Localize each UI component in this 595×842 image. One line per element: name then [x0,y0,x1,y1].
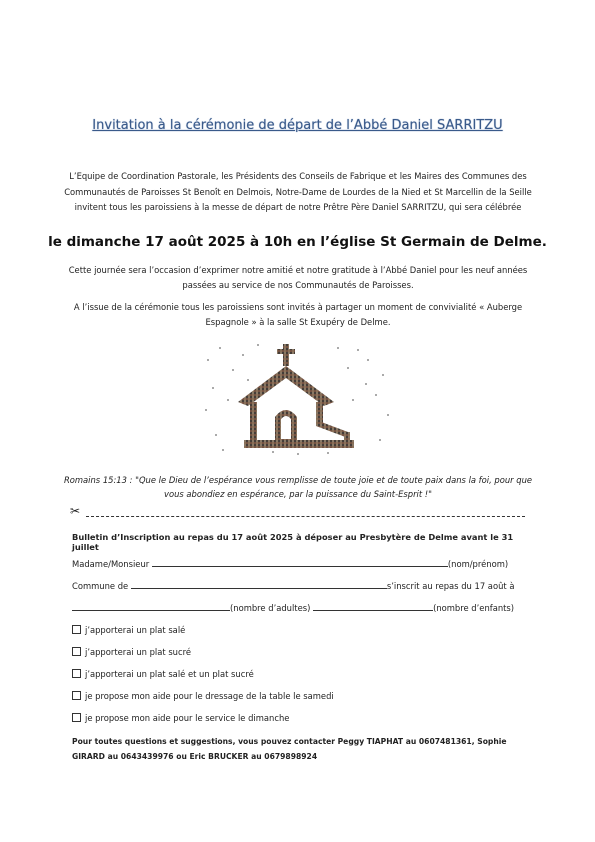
event-headline: le dimanche 17 août 2025 à 10h en l’église St Germain de Delme. [48,234,547,250]
option-label: j’apporterai un plat salé [85,625,186,635]
adults-field[interactable] [72,601,230,611]
commune-field[interactable] [131,579,387,589]
dashed-divider [86,516,525,517]
option-savory[interactable] [72,625,185,635]
option-label: je propose mon aide pour le dressage de la table le samedi [85,691,334,701]
nom-suffix: (nom/prénom) [447,559,509,569]
madame-label: Madame/Monsieur [72,559,150,569]
cut-line [70,504,525,520]
enfants-label: (nombre d’enfants) [433,603,515,613]
commune-row [72,579,527,593]
page-title: Invitation à la cérémonie de départ de l’Abbé Daniel SARRITZU [92,118,503,133]
option-table-setup[interactable] [72,691,334,701]
conviviality-paragraph: A l’issue de la cérémonie tous les paroissiens sont invités à partager un moment de convivialité « Auberge Espagnole » à la salle St Exupéry de Delme. [73,302,523,327]
count-row [72,601,527,615]
checkbox[interactable] [72,625,81,634]
children-field[interactable] [313,601,433,611]
scissors-icon: ✂ [70,504,81,518]
option-sweet[interactable] [72,647,191,657]
church-crowd-illustration [198,340,396,458]
checkbox[interactable] [72,713,81,722]
checkbox[interactable] [72,647,81,656]
option-label: j’apporterai un plat salé et un plat sucré [85,669,254,679]
adultes-label: (nombre d’adultes) [230,603,311,613]
commune-suffix: s’inscrit au repas du 17 août à [386,581,515,591]
gratitude-paragraph: Cette journée sera l’occasion d’exprimer notre amitié et notre gratitude à l’Abbé Daniel pour les neuf années passées au service de nos Communautés de Paroisses. [68,265,528,290]
option-label: je propose mon aide pour le service le dimanche [85,713,290,723]
contact-info: Pour toutes questions et suggestions, vous pouvez contacter Peggy TIAPHAT au 0607481361, Sophie GIRARD au 0643439976 ou Eric BRUCKER au 0679898924 [72,737,507,761]
option-label: j’apporterai un plat sucré [85,647,192,657]
option-service[interactable] [72,713,289,723]
intro-paragraph: L’Equipe de Coordination Pastorale, les Présidents des Conseils de Fabrique et les Maires des Communes des Communautés de Paroisses St Benoît en Delmois, Notre-Dame de Lourdes de la Nied et St Marcellin de la Seille invitent tous les paroissiens à la messe de départ de notre Prêtre Père Daniel SARRITZU, qui sera célébrée [64,171,532,212]
checkbox[interactable] [72,669,81,678]
name-field[interactable] [152,557,448,567]
checkbox[interactable] [72,691,81,700]
name-row [72,557,527,571]
option-both[interactable] [72,669,254,679]
bible-quote: Romains 15:13 : "Que le Dieu de l’espérance vous remplisse de toute joie et de toute paix dans la foi, pour que vous abondiez en espérance, par la puissance du Saint-Esprit !" [63,475,533,499]
commune-label: Commune de [72,581,129,591]
form-title: Bulletin d’Inscription au repas du 17 août 2025 à déposer au Presbytère de Delme avant le 31 juillet [72,532,514,552]
